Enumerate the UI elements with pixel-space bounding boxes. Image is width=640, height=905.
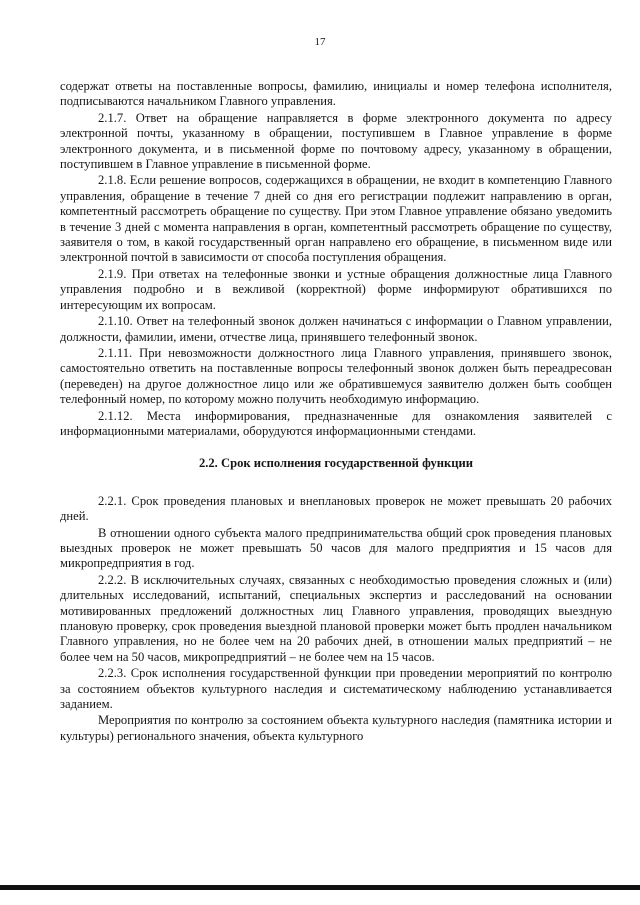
paragraph-continuation: содержат ответы на поставленные вопросы, фамилию, инициалы и номер телефона исполнителя, подписываются начальником Главного управления. xyxy=(60,79,612,109)
paragraph-2-1-12: 2.1.12. Места информирования, предназначенные для ознакомления заявителей с информационными материалами, оборудуются информационными стендами. xyxy=(60,408,612,438)
page-text xyxy=(60,79,612,745)
paragraph-2-1-8: 2.1.8. Если решение вопросов, содержащихся в обращении, не входит в компетенцию Главного управления, обращение в течение 7 дней со дня его регистрации подлежит направлению в орган, компетентный рассмотреть обращение по существу. При этом Главное управление обязано уведомить в течение 3 дней с момента направления в орган, компетентный рассмотреть обращение по существу, заявителя о том, в какой государственный орган направлено его обращение, в письменном виде или электронной почтой в зависимости от способа поступления обращения. xyxy=(60,173,612,265)
paragraph-2-1-9: 2.1.9. При ответах на телефонные звонки и устные обращения должностные лица Главного управления подробно и в вежливой (корректной) форме информируют обратившихся по интересующим их вопросам. xyxy=(60,266,612,312)
page-bottom-edge xyxy=(0,885,640,890)
paragraph-2-1-7: 2.1.7. Ответ на обращение направляется в форме электронного документа по адресу электронной почты, указанному в обращении, поступившем в Главное управление в форме электронного документа, и в письменной форме по почтовому адресу, указанному в обращении, поступившем в Главное управление в письменной форме. xyxy=(60,110,612,172)
section-heading: 2.2. Срок исполнения государственной функции xyxy=(198,456,474,471)
paragraph-2-2-3: 2.2.3. Срок исполнения государственной функции при проведении мероприятий по контролю за состоянием объектов культурного наследия и систематическому наблюдению устанавливается заданием. xyxy=(60,666,612,712)
paragraph-small-business: В отношении одного субъекта малого предпринимательства общий срок проведения плановых выездных проверок не может превышать 50 часов для малого предприятия и 15 часов для микропредприятия в год. xyxy=(60,525,612,571)
paragraph-2-2-1: 2.2.1. Срок проведения плановых и внеплановых проверок не может превышать 20 рабочих дней. xyxy=(60,493,612,524)
page-number: 17 xyxy=(314,36,326,48)
paragraph-2-2-2: 2.2.2. В исключительных случаях, связанных с необходимостью проведения сложных и (или) длительных исследований, испытаний, специальных экспертиз и расследований на основании мотивированных предложений должностных лиц Главного управления, проводящих выездную плановую проверку, срок проведения выездной плановой проверки может быть продлен начальником Главного управления, но не более чем на 20 рабочих дней, в отношении малых предприятий – не более чем на 50 часов, микропредприятий – не более чем на 15 часов. xyxy=(60,572,612,664)
paragraph-heritage-control: Мероприятия по контролю за состоянием объекта культурного наследия (памятника истории и культуры) регионального значения, объекта культурного xyxy=(60,713,612,743)
paragraph-2-1-10: 2.1.10. Ответ на телефонный звонок должен начинаться с информации о Главном управлении, должности, фамилии, имени, отчестве лица, принявшего телефонный звонок. xyxy=(60,314,612,344)
paragraph-2-1-11: 2.1.11. При невозможности должностного лица Главного управления, принявшего звонок, самостоятельно ответить на поставленные вопросы телефонный звонок должен быть переадресован (переведен) на другое должностное лицо или же обратившемуся заявителю должен быть сообщен телефонный номер, по которому можно получить необходимую информацию. xyxy=(60,345,612,407)
